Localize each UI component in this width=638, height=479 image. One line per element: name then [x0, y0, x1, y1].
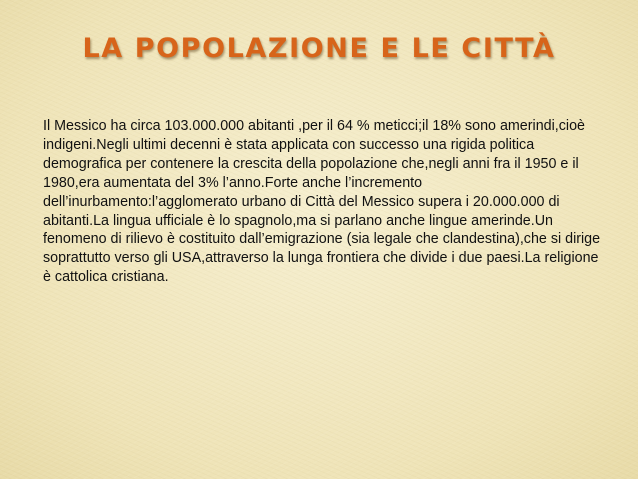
- slide-body-text: Il Messico ha circa 103.000.000 abitanti ,per il 64 % meticci;il 18% sono amerindi,cioè indigeni.Negli ultimi decenni è stata applicata con successo una rigida politica demografica per contenere la crescita della popolazione che,negli anni fra il 1950 e il 1980,era aumentata del 3% l’anno.Forte anche l’incremento dell’inurbamento:l’agglomerato urbano di Città del Messico supera i 20.000.000 di abitanti.La lingua ufficiale è lo spagnolo,ma si parlano anche lingue amerinde.Un fenomeno di rilievo è costituito dall’emigrazione (sia legale che clandestina),che si dirige soprattutto verso gli USA,attraverso la lunga frontiera che divide i due paesi.La religione è cattolica cristiana.: [43, 118, 601, 286]
- slide-title: LA POPOLAZIONE E LE CITTÀ: [82, 32, 556, 64]
- title-area: [0, 30, 638, 66]
